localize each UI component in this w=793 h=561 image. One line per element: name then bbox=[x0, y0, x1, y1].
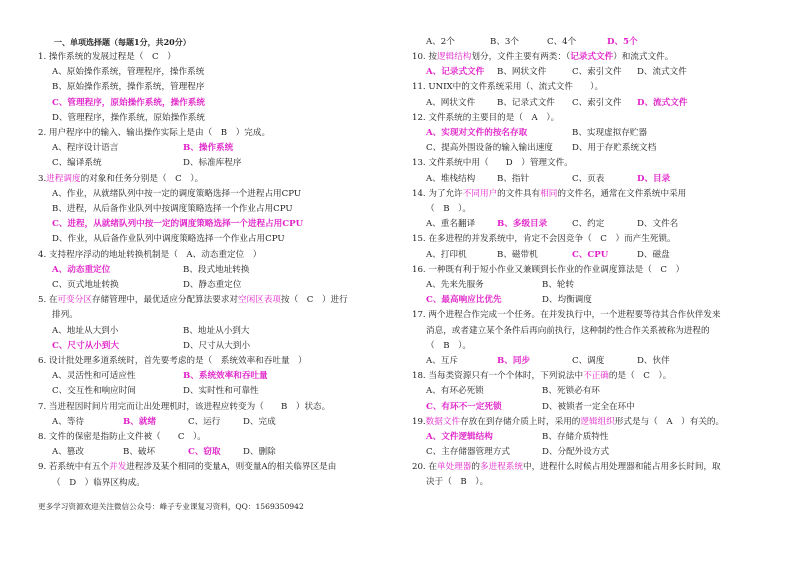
option: D、静态重定位 bbox=[183, 280, 242, 290]
question-3: 3.进程调度的对象和任务分别是（ C ）。 bbox=[38, 172, 408, 187]
option: B、磁带机 bbox=[497, 249, 538, 260]
option: B、破坏 bbox=[123, 447, 156, 458]
option: A、堆栈结构 bbox=[426, 173, 476, 184]
answer-option: A、实现对文件的按名存取 bbox=[426, 127, 528, 138]
option: D、删除 bbox=[243, 447, 276, 458]
question-19: 19.数据文件存放在到存储介质上时，采用的逻辑组织形式是与（ A ）有关的。 bbox=[412, 416, 725, 427]
answer-option: B、就绪 bbox=[123, 416, 157, 427]
option: A、等待 bbox=[52, 416, 84, 427]
question-6: 6. 设计批处理多道系统时，首先要考虑的是（ 系统效率和吞吐量 ） bbox=[38, 355, 307, 366]
question-continuation: 决于（ B ）。 bbox=[426, 477, 489, 488]
question-5: 5. 在可变分区存储管理中，最优适应分配算法要求对空闲区表项按（ C ）进行 bbox=[38, 295, 348, 306]
option: D、分配外设方式 bbox=[542, 447, 610, 458]
option: B、实现虚拟存贮器 bbox=[572, 127, 648, 138]
answer-option: D、流式文件 bbox=[637, 97, 688, 108]
option: B、轮转 bbox=[542, 279, 575, 290]
footer-note: 更多学习资源欢迎关注微信公众号：峰子专业课复习资料，QQ：1569350942 bbox=[38, 502, 304, 511]
option: B、死锁必有环 bbox=[542, 386, 600, 397]
option: A、程序设计语言 bbox=[52, 143, 119, 154]
option: A、篡改 bbox=[52, 447, 84, 458]
question-8: 8. 文件的保密是指防止文件被（ C ）。 bbox=[38, 431, 206, 442]
section-title: 一、单项选择题（每题1分，共20分） bbox=[54, 37, 191, 47]
question-7: 7. 当进程因时间片用完而让出处理机时，该进程应转变为（ B ）状态。 bbox=[38, 401, 331, 412]
option: C、4个 bbox=[547, 36, 577, 47]
question-9: 9. 若系统中有五个并发进程涉及某个相同的变量A，则变量A的相关临界区是由 bbox=[38, 462, 337, 473]
question-13: 13. 文件系统中用（ D ）管理文件。 bbox=[412, 158, 573, 169]
option: A、地址从大到小 bbox=[52, 325, 119, 336]
answer-option: B、操作系统 bbox=[183, 143, 234, 154]
option: C、页式地址转换 bbox=[52, 280, 119, 290]
option: A、有环必死锁 bbox=[426, 386, 484, 397]
question-15: 15. 在多进程的并发系统中，肯定不会因竞争（ C ）而产生死锁。 bbox=[412, 234, 676, 245]
option: B、地址从小到大 bbox=[183, 325, 250, 336]
question-continuation: （ B ）。 bbox=[426, 340, 471, 351]
option: A、原始操作系统，管理程序，操作系统 bbox=[52, 67, 205, 78]
option: D、流式文件 bbox=[637, 67, 687, 78]
option: A、作业，从就绪队列中按一定的调度策略选择一个进程占用CPU bbox=[52, 188, 302, 199]
option: C、约定 bbox=[572, 219, 605, 230]
answer-option: C、窃取 bbox=[188, 447, 221, 458]
question-continuation: 消息，或者建立某个条件后再向前执行，这种制约性合作关系被称为进程的 bbox=[426, 325, 710, 336]
option: D、伙伴 bbox=[637, 355, 670, 366]
answer-option: C、有环不一定死锁 bbox=[426, 401, 502, 412]
option: C、索引文件 bbox=[572, 67, 622, 78]
option: D、标准库程序 bbox=[183, 158, 242, 169]
answer-option: C、尺寸从小到大 bbox=[52, 340, 119, 351]
option: D、实时性和可靠性 bbox=[183, 386, 259, 397]
question-14: 14. 为了允许不同用户的文件具有相同的文件名，通常在文件系统中采用 bbox=[412, 188, 687, 199]
option: C、页表 bbox=[572, 173, 605, 184]
answer-option: B、系统效率和吞吐量 bbox=[183, 371, 268, 382]
answer-option: C、CPU bbox=[572, 249, 609, 260]
left-column bbox=[38, 0, 408, 491]
answer-option: D、目录 bbox=[637, 173, 671, 184]
answer-option: A、文件逻辑结构 bbox=[426, 431, 493, 442]
option: A、灵活性和可适应性 bbox=[52, 371, 136, 382]
option: C、调度 bbox=[572, 355, 605, 366]
option: D、磁盘 bbox=[637, 249, 670, 260]
answer-option: C、最高响应比优先 bbox=[426, 295, 502, 306]
answer-option: B、多级目录 bbox=[497, 219, 548, 230]
option: D、被锁者一定全在环中 bbox=[542, 401, 635, 412]
option: D、文件名 bbox=[637, 219, 679, 230]
question-16: 16. 一种既有利于短小作业又兼顾到长作业的作业调度算法是（ C ） bbox=[412, 264, 685, 275]
option: D、作业，从后备作业队列中调度策略选择一个作业占用CPU bbox=[52, 234, 285, 245]
right-column bbox=[412, 0, 762, 491]
option: D、尺寸从大到小 bbox=[183, 340, 251, 351]
answer-option: A、动态重定位 bbox=[52, 264, 111, 275]
option: B、段式地址转换 bbox=[183, 264, 250, 275]
option: B、记录式文件 bbox=[497, 97, 555, 108]
question-11: 11. UNIX中的文件系统采用（、流式文件 ）。 bbox=[412, 82, 604, 93]
option: B、存储介质特性 bbox=[542, 431, 609, 442]
option: C、提高外围设备的输入输出速度 bbox=[426, 143, 553, 154]
option: A、互斥 bbox=[426, 355, 458, 366]
option: D、均衡调度 bbox=[542, 295, 592, 306]
option: D、用于存贮系统文档 bbox=[572, 143, 657, 154]
question-2: 2. 用户程序中的输入、输出操作实际上是由（ B ）完成。 bbox=[38, 128, 271, 139]
highlight: 进程调度 bbox=[46, 173, 81, 184]
option: B、原始操作系统，操作系统，管理程序 bbox=[52, 82, 205, 93]
option: B、进程，从后备作业队列中按调度策略选择一个作业占用CPU bbox=[52, 204, 293, 214]
answer-option: B、同步 bbox=[497, 355, 531, 366]
question-4: 4. 支持程序浮动的地址转换机制是（ A、动态重定位 ） bbox=[38, 249, 262, 260]
question-12: 12. 文件系统的主要目的是（ A ）。 bbox=[412, 112, 560, 123]
option: A、2个 bbox=[426, 36, 455, 47]
question-17: 17. 两个进程合作完成一个任务。在并发执行中，一个进程要等待其合作伙伴发来 bbox=[412, 310, 721, 321]
question-20: 20. 在单处理器的多进程系统中，进程什么时候占用处理器和能占用多长时间，取 bbox=[412, 462, 721, 473]
option: C、主存储器管理方式 bbox=[426, 447, 510, 458]
option: C、运行 bbox=[188, 416, 221, 427]
answer-option: C、进程，从就绪队列中按一定的调度策略选择一个进程占用CPU bbox=[52, 219, 304, 230]
question-continuation: 排列。 bbox=[52, 310, 78, 321]
answer-option: C、管理程序，原始操作系统，操作系统 bbox=[52, 97, 205, 108]
option: D、完成 bbox=[243, 416, 276, 427]
option: A、打印机 bbox=[426, 249, 467, 260]
question-1: 1. 操作系统的发展过程是（ C ） bbox=[38, 52, 176, 62]
option: B、网状文件 bbox=[497, 67, 547, 78]
option: C、编译系统 bbox=[52, 158, 102, 169]
option: C、交互性和响应时间 bbox=[52, 386, 136, 397]
option: B、指针 bbox=[497, 173, 530, 184]
answer-option: D、5个 bbox=[607, 36, 638, 47]
option: A、先来先服务 bbox=[426, 279, 484, 290]
option: A、重名翻译 bbox=[426, 219, 476, 230]
answer-option: A、记录式文件 bbox=[426, 67, 485, 78]
question-18: 18. 当每类资源只有一个个体时，下列说法中不正确的是（ C ）。 bbox=[412, 371, 672, 382]
question-continuation: （ D ）临界区构成。 bbox=[52, 477, 145, 488]
option: D、管理程序，操作系统，原始操作系统 bbox=[52, 112, 205, 123]
question-10: 10. 按逻辑结构划分，文件主要有两类：（记录式文件）和流式文件。 bbox=[412, 52, 674, 62]
option: C、索引文件 bbox=[572, 97, 622, 108]
option: A、网状文件 bbox=[426, 97, 476, 108]
option: B、3个 bbox=[490, 36, 519, 47]
question-continuation: （ B ）。 bbox=[426, 203, 471, 214]
